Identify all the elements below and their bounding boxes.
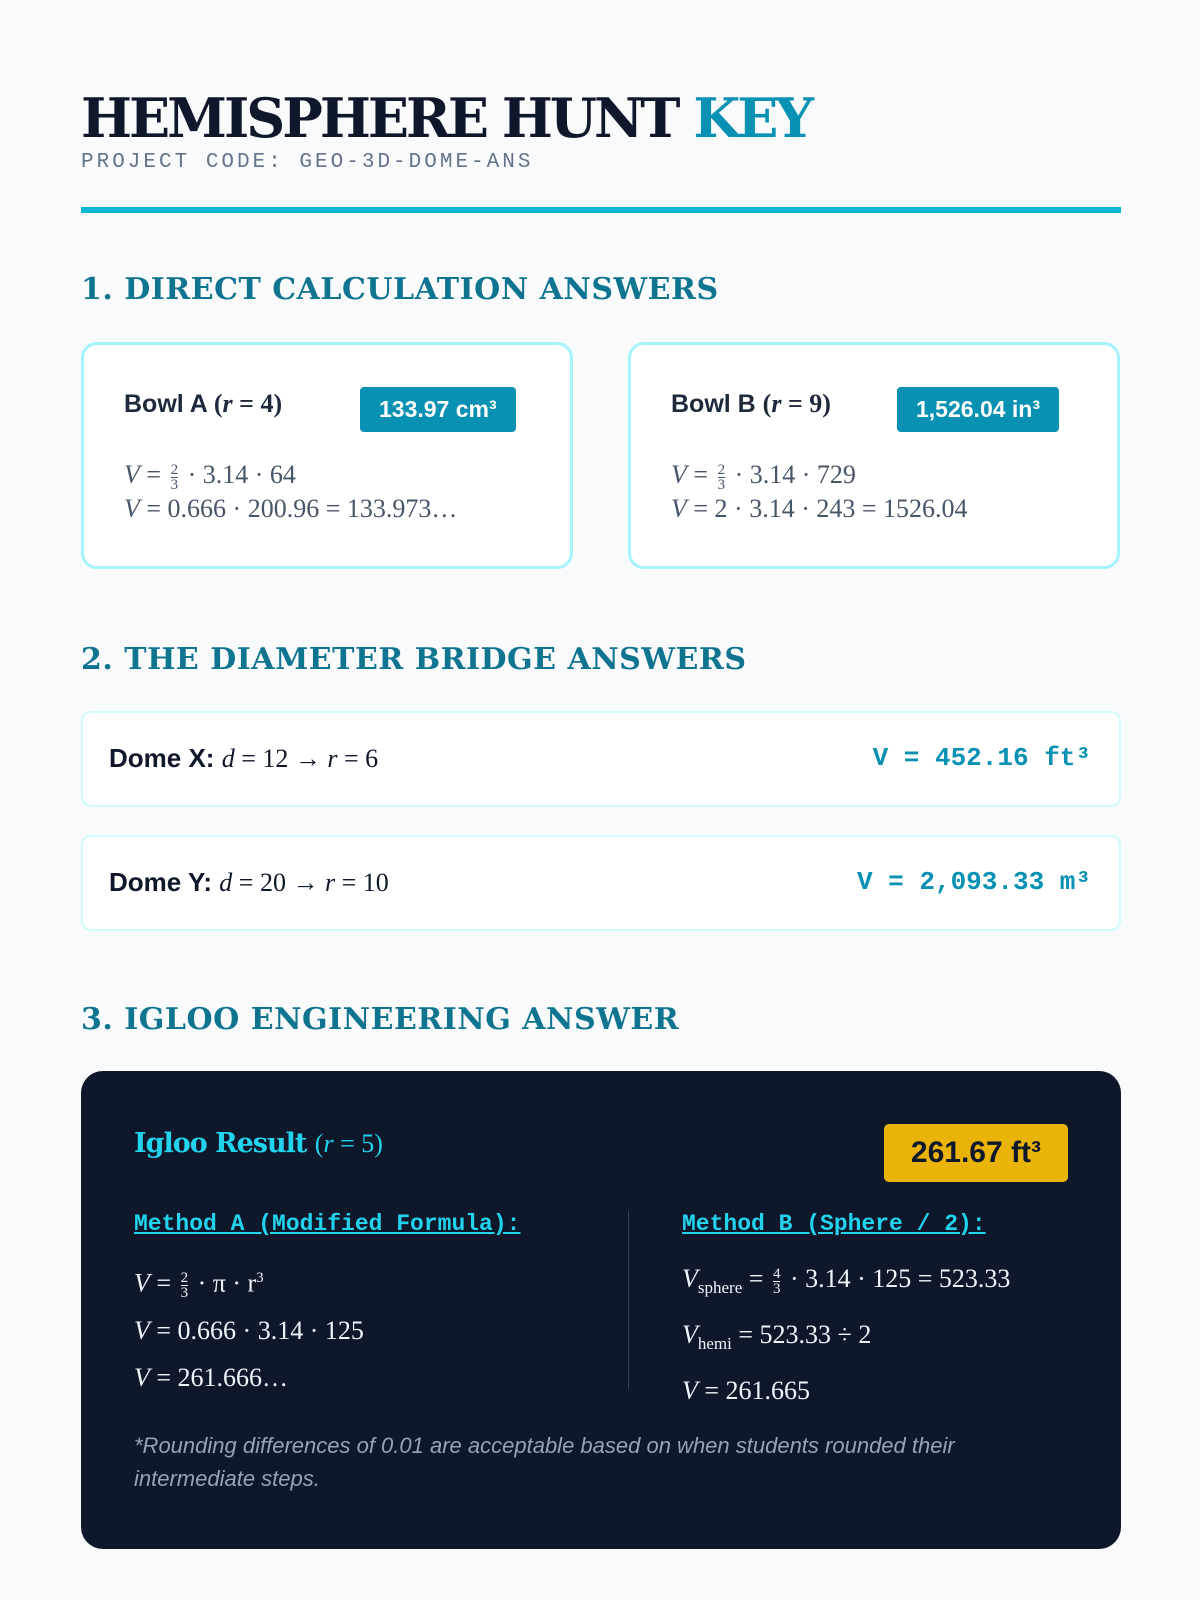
frac-den: 3 bbox=[717, 476, 726, 493]
rounding-note: *Rounding differences of 0.01 are acceptable based on when students rounded their intermediate steps. bbox=[134, 1433, 955, 1491]
frac-den: 3 bbox=[170, 476, 179, 493]
diameter: 12 bbox=[262, 744, 289, 773]
igloo-title-text: Igloo Result bbox=[134, 1128, 307, 1159]
method-a-heading: Method A (Modified Formula): bbox=[134, 1211, 521, 1237]
dome-name: Dome Y: bbox=[109, 867, 213, 897]
dome-x-volume: V = 452.16 ft³ bbox=[872, 743, 1091, 773]
radius: 4 bbox=[260, 389, 274, 418]
work-line-1: · π · r bbox=[197, 1268, 257, 1298]
section-1-heading: 1. DIRECT CALCULATION ANSWERS bbox=[81, 272, 719, 307]
bowl-label: Bowl A bbox=[124, 390, 207, 418]
bowl-a-work: V = $\frac{2}{3}$ · 3.14 · 64 V = 0.666 · 200.96 = 133.973… bbox=[124, 460, 458, 523]
bowl-a-label: Bowl A (r = 4) bbox=[124, 389, 283, 418]
igloo-title: Igloo Result (r = 5) bbox=[134, 1128, 383, 1159]
frac-num: 2 bbox=[717, 461, 726, 478]
bowl-b-label: Bowl B (r = 9) bbox=[671, 389, 831, 418]
method-divider bbox=[628, 1211, 629, 1389]
work-line-1: · 3.14 · 729 bbox=[734, 460, 856, 489]
frac-num: 2 bbox=[170, 461, 179, 478]
page-title bbox=[81, 86, 811, 150]
subscript: sphere bbox=[697, 1278, 743, 1298]
work-line-3: = 261.665 bbox=[704, 1376, 811, 1406]
project-code: PROJECT CODE: GEO-3D-DOME-ANS bbox=[81, 151, 534, 174]
section-3-heading: 3. IGLOO ENGINEERING ANSWER bbox=[81, 1002, 680, 1037]
subscript: hemi bbox=[697, 1334, 732, 1354]
frac-den: 3 bbox=[772, 1280, 781, 1297]
dome-x-label: Dome X: d = 12 → r = 6 bbox=[109, 743, 379, 773]
bowl-label: Bowl B bbox=[671, 390, 756, 418]
frac-den: 3 bbox=[180, 1285, 189, 1302]
bowl-b-work: V = $\frac{2}{3}$ · 3.14 · 729 V = 2 · 3.14 · 243 = 1526.04 bbox=[671, 460, 968, 523]
header-divider bbox=[81, 207, 1121, 213]
work-line-2: = 0.666 · 200.96 = 133.973… bbox=[146, 494, 458, 523]
title-main: HEMISPHERE HUNT bbox=[81, 86, 678, 150]
radius: 6 bbox=[365, 744, 379, 773]
work-line-2: = 0.666 · 3.14 · 125 bbox=[156, 1315, 364, 1345]
method-a-work: V = $\frac{2}{3}$ · $\pi \cdot r^3$ V = 0.666 · 3.14 · 125 V = 261.666… bbox=[134, 1268, 364, 1392]
diameter: 20 bbox=[259, 868, 286, 897]
dome-y-row bbox=[81, 835, 1121, 931]
title-accent: KEY bbox=[693, 86, 811, 150]
bowl-b-card bbox=[628, 342, 1120, 569]
method-b-work: $V_{sphere}$ = $\frac{4}{3}$ · 3.14 · 125 = 523.33 $V_{hemi} = 523.33 \div 2$ V = 261.665 bbox=[682, 1264, 1011, 1406]
dome-name: Dome X: bbox=[109, 743, 215, 773]
radius: 5 bbox=[361, 1129, 375, 1158]
frac-num: 2 bbox=[180, 1270, 189, 1287]
work-line-3: = 261.666… bbox=[156, 1362, 289, 1392]
radius: 10 bbox=[362, 868, 389, 897]
igloo-answer-badge: 261.67 ft³ bbox=[884, 1124, 1068, 1182]
work-line-2: = 2 · 3.14 · 243 = 1526.04 bbox=[693, 494, 968, 523]
dome-x-row bbox=[81, 711, 1121, 807]
bowl-a-answer-badge: 133.97 cm³ bbox=[360, 387, 516, 432]
work-line-2: = 523.33 ÷ 2 bbox=[738, 1320, 872, 1350]
dome-y-volume: V = 2,093.33 m³ bbox=[856, 867, 1091, 897]
igloo-card bbox=[81, 1071, 1121, 1549]
work-line-1: · 3.14 · 125 = 523.33 bbox=[789, 1264, 1011, 1293]
bowl-b-answer-badge: 1,526.04 in³ bbox=[897, 387, 1059, 432]
exponent: 3 bbox=[256, 1270, 264, 1286]
section-2-heading: 2. THE DIAMETER BRIDGE ANSWERS bbox=[81, 642, 747, 677]
frac-num: 4 bbox=[772, 1265, 781, 1282]
work-line-1: · 3.14 · 64 bbox=[187, 460, 296, 489]
dome-y-label: Dome Y: d = 20 → r = 10 bbox=[109, 867, 389, 897]
radius: 9 bbox=[809, 389, 823, 418]
bowl-a-card bbox=[81, 342, 573, 569]
method-b-heading: Method B (Sphere / 2): bbox=[682, 1211, 986, 1237]
